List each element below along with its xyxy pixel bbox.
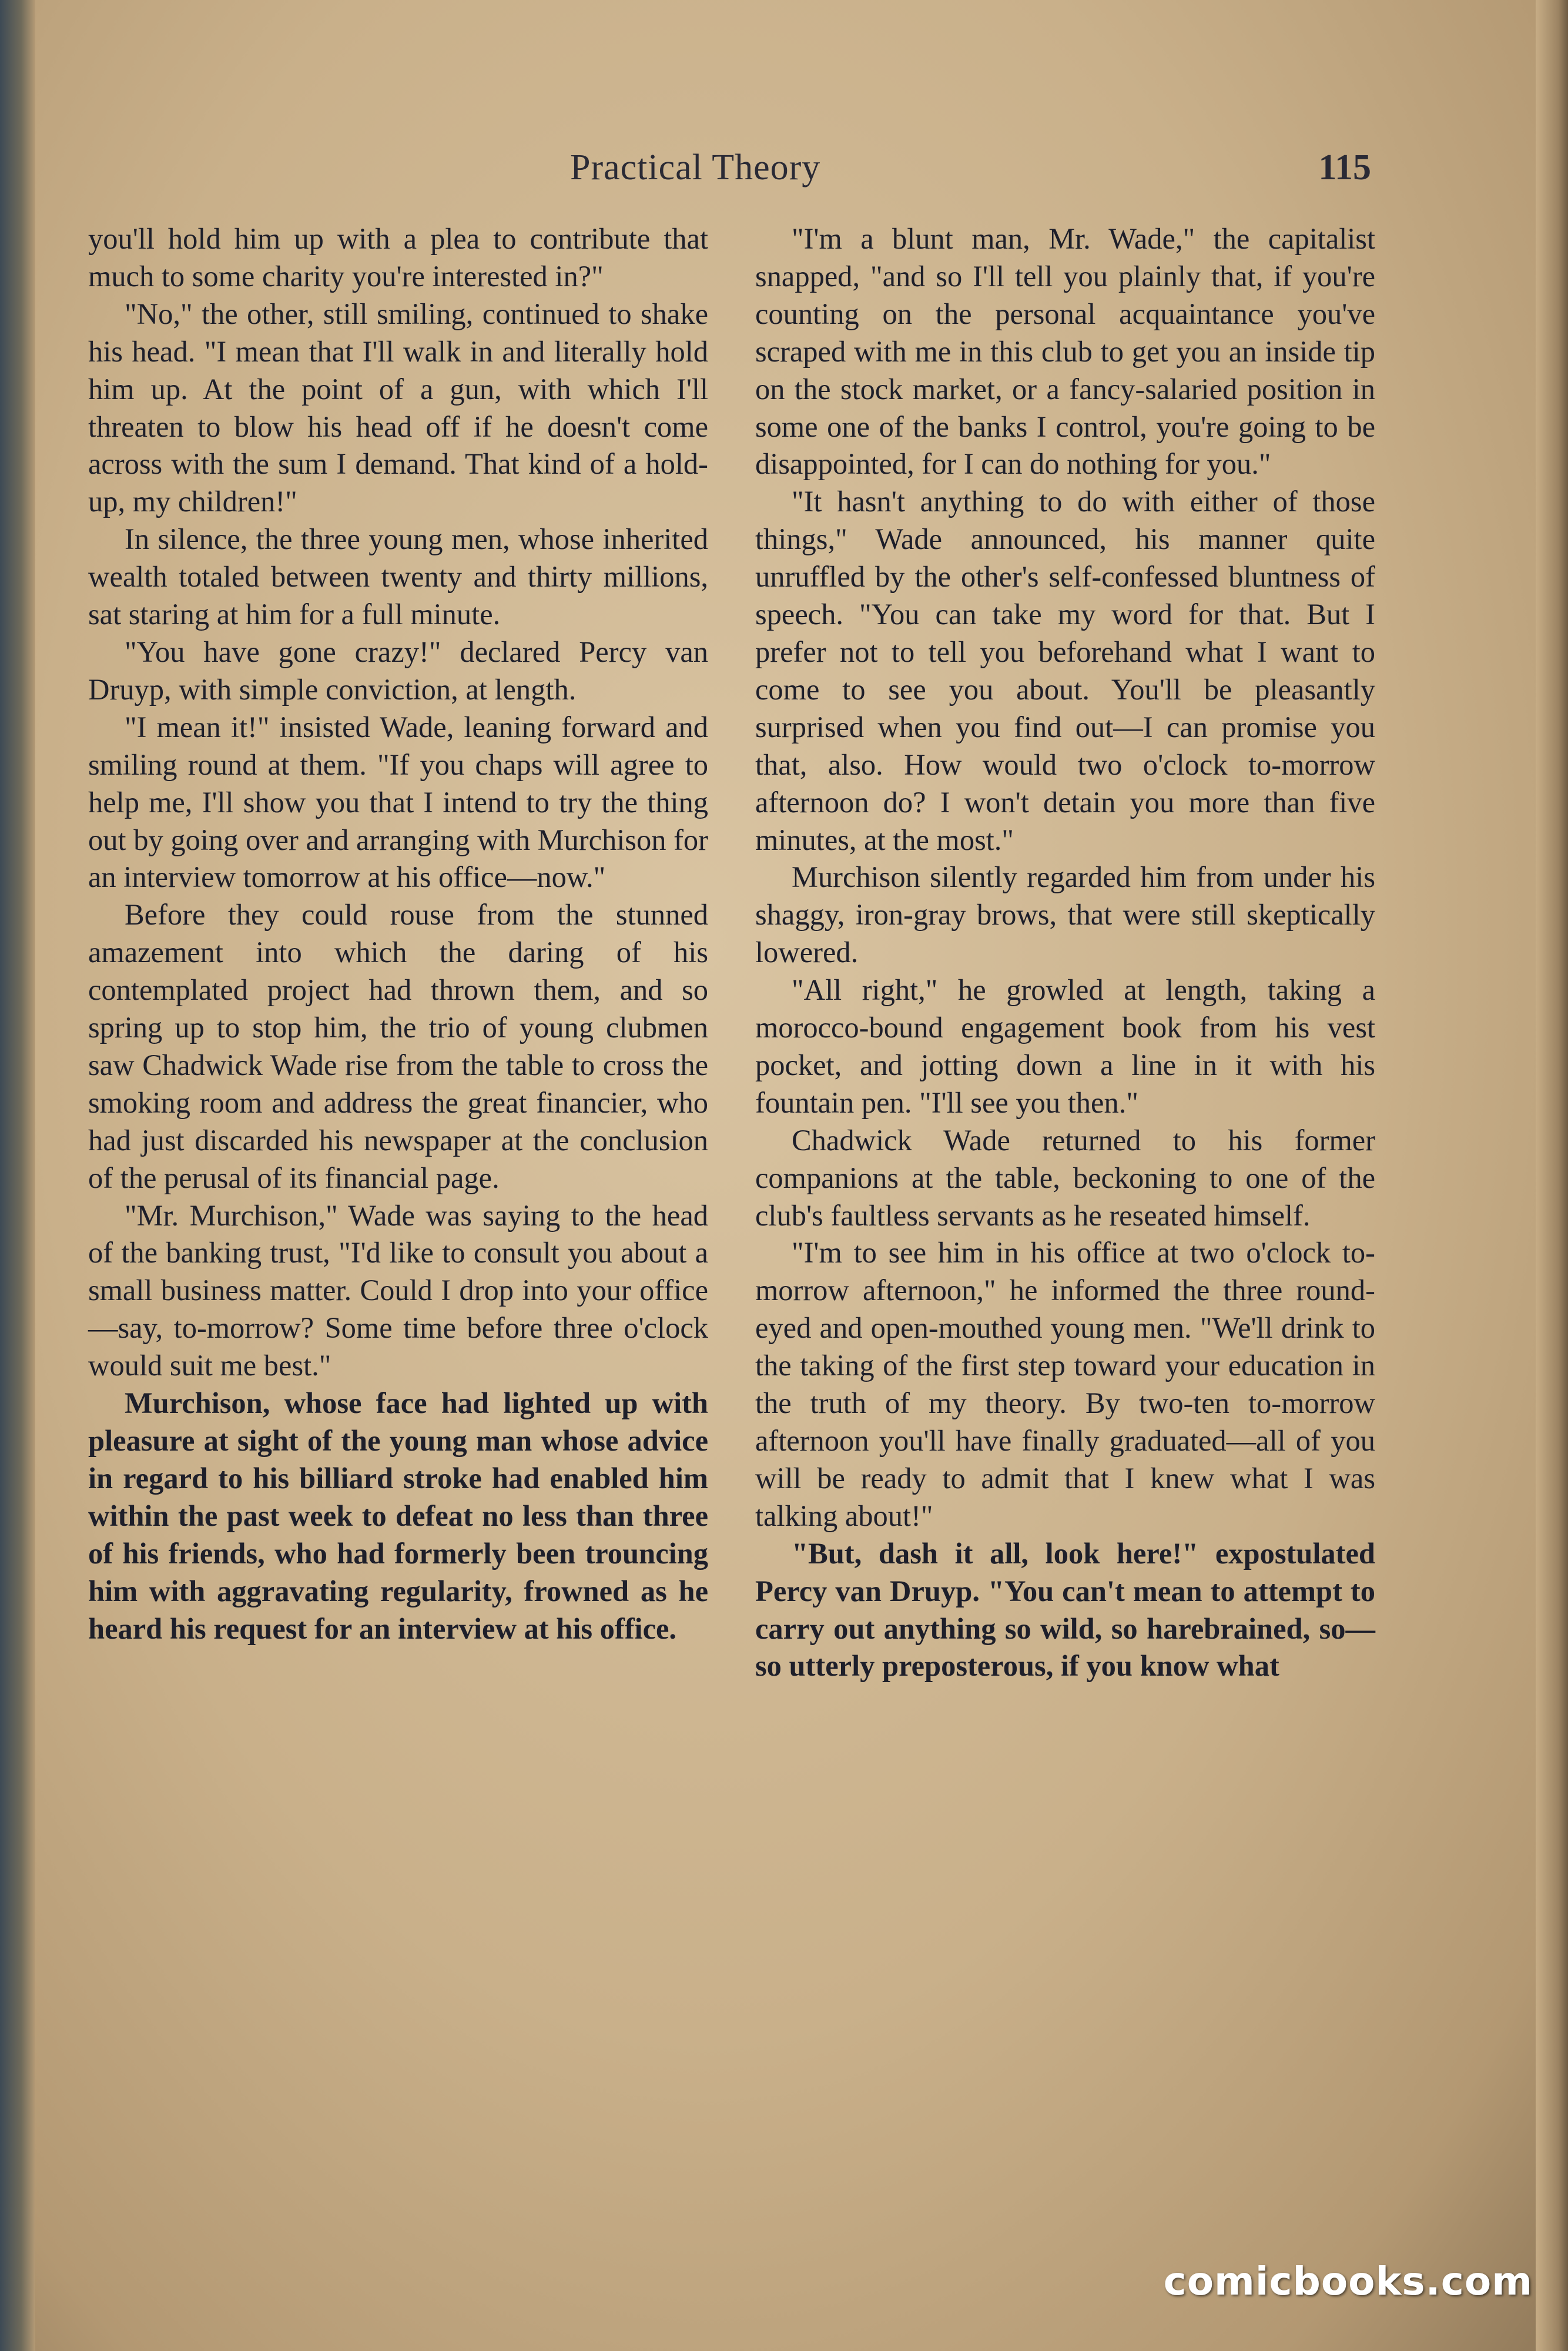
paragraph: "But, dash it all, look here!" expostulated Percy van Druyp. "You can't mean to attempt to carry out anything so wild, so harebrained, so—so utterly preposterous, if you know what — [755, 1536, 1375, 1683]
running-title: Practical Theory — [570, 148, 821, 187]
page-number: 115 — [1318, 148, 1371, 187]
paragraph: "It hasn't anything to do with either of those things," Wade announced, his manner quite unruffled by the other's self-confessed bluntness of speech. "You can take my word for that. But I prefer not to tell you beforehand what I want to come to see you about. You'll be pleasantly surprised when you find out—I can promise you that, also. How would two o'clock to-morrow afternoon do? I won't detain you more than five minutes, at the most." — [755, 485, 1375, 856]
left-column — [88, 220, 708, 1647]
page-right-edge — [1536, 0, 1568, 2351]
paragraph: "No," the other, still smiling, continued to shake his head. "I mean that I'll walk in and literally hold him up. At the point of a gun, with which I'll threaten to blow his head off if he doesn't come across with the sum I demand. That kind of a hold-up, my children!" — [88, 297, 708, 518]
paragraph: Before they could rouse from the stunned amazement into which the daring of his contemplated project had thrown them, and so spring up to stop him, the trio of young clubmen saw Chadwick Wade rise from the table to cross the smoking room and address the great financier, who had just discarded his newspaper at the conclusion of the perusal of its financial page. — [88, 898, 708, 1194]
paragraph: "All right," he growled at length, taking a morocco-bound engagement book from his vest pocket, and jotting down a line in it with his fountain pen. "I'll see you then." — [755, 973, 1375, 1119]
paragraph: Murchison, whose face had lighted up with pleasure at sight of the young man whose advice in regard to his billiard stroke had enabled him within the past week to defeat no less than three of his friends, who had formerly been trouncing him with aggravating regularity, frowned as he heard his request for an interview at his office. — [88, 1387, 708, 1645]
book-spine-edge — [0, 0, 35, 2351]
paragraph: Chadwick Wade returned to his former companions at the table, beckoning to one of the club's faultless servants as he reseated himself. — [755, 1123, 1375, 1232]
paragraph: Murchison silently regarded him from under his shaggy, iron-gray brows, that were still skeptically lowered. — [755, 860, 1375, 969]
paragraph: "I mean it!" insisted Wade, leaning forward and smiling round at them. "If you chaps will agree to help me, I'll show you that I intend to try the thing out by going over and arranging with Murchison for an interview tomorrow at his office—now." — [88, 710, 708, 894]
paragraph: "You have gone crazy!" declared Percy van Druyp, with simple conviction, at length. — [88, 635, 708, 706]
paragraph: "Mr. Murchison," Wade was saying to the head of the banking trust, "I'd like to consult you about a small business matter. Could I drop into your office—say, to-morrow? Some time before three o'clock would suit me best." — [88, 1198, 708, 1382]
paragraph: "I'm to see him in his office at two o'clock to-morrow afternoon," he informed the three round-eyed and open-mouthed young men. "We'll drink to the taking of the first step toward your education in the truth of my theory. By two-ten to-morrow afternoon you'll have finally graduated—all of you will be ready to admit that I knew what I was talking about!" — [755, 1236, 1375, 1532]
paragraph: you'll hold him up with a plea to contribute that much to some charity you're interested in?" — [88, 222, 708, 293]
paragraph: "I'm a blunt man, Mr. Wade," the capitalist snapped, "and so I'll tell you plainly that, if you're counting on the personal acquaintance you've scraped with me in this club to get you an inside tip on the stock market, or a fancy-salaried position in some one of the banks I control, you're going to be disappointed, for I can do nothing for you." — [755, 222, 1375, 481]
right-column — [755, 220, 1375, 1685]
site-watermark: comicbooks.com — [1163, 2259, 1533, 2304]
page-header — [570, 147, 1371, 200]
paragraph: In silence, the three young men, whose inherited wealth totaled between twenty and thirty millions, sat staring at him for a full minute. — [88, 523, 708, 631]
